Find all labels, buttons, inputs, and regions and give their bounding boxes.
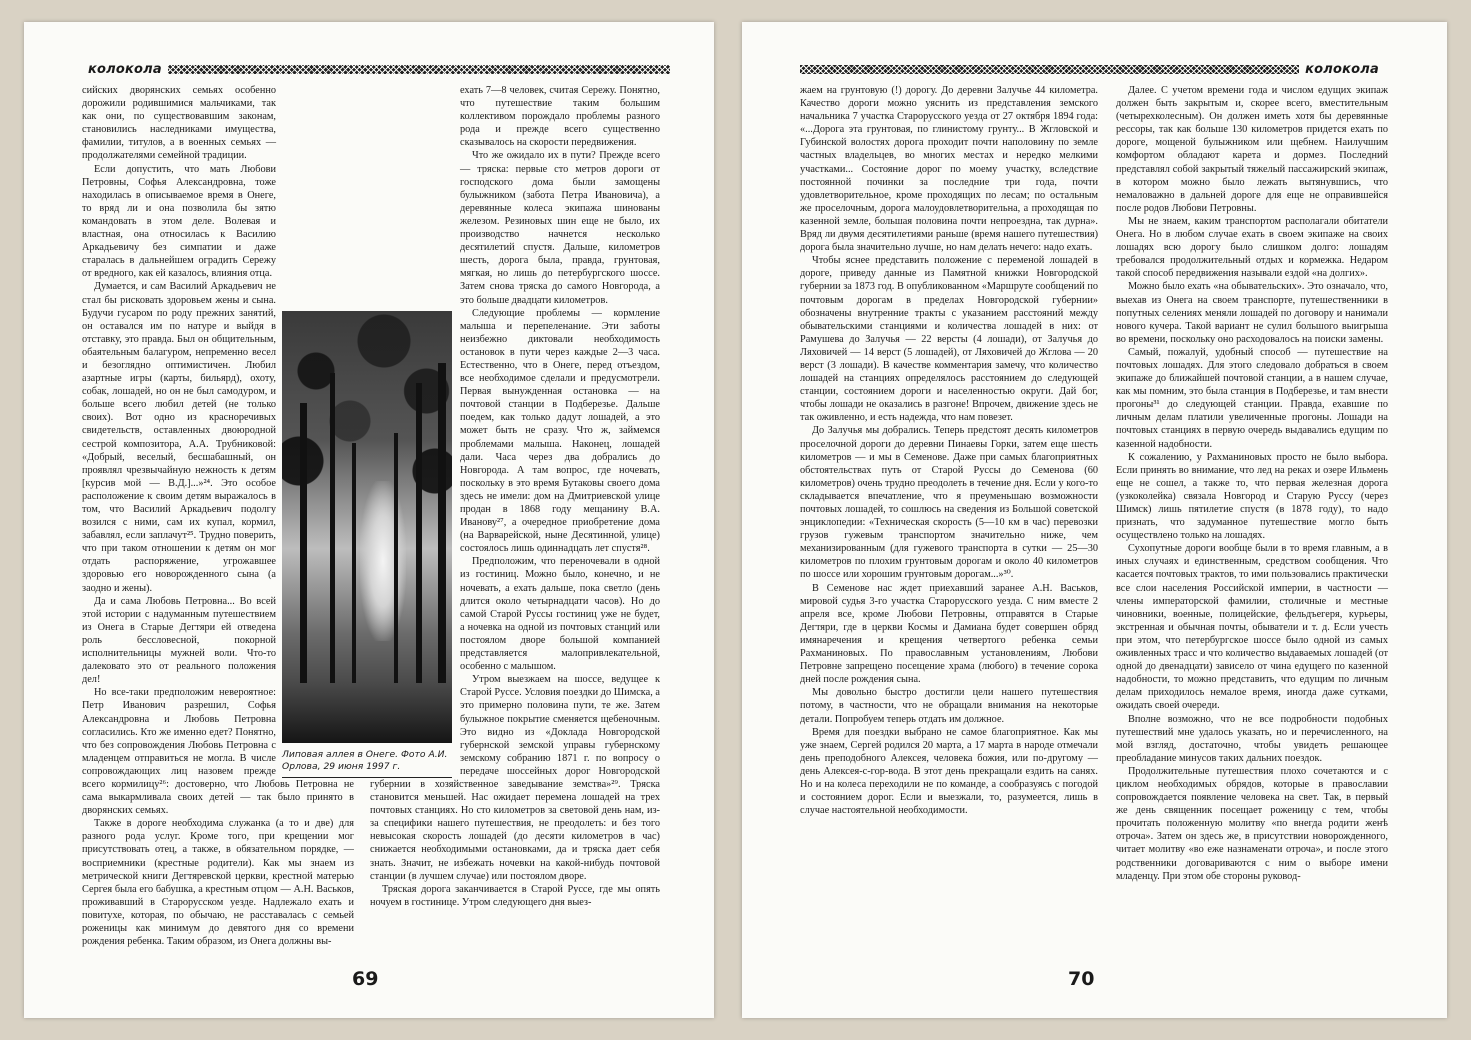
paragraph: Утром выезжаем на шоссе, ведущее к Старой Руссе. Условия поездки до Шимска, а это примерно половина пути, те же. Затем булыжное покрытие сменяется щебеночным. Это видно из «Доклада Новгородской губернской земской управы губернскому земскому собранию 1871 г. по вопросу о передаче шоссейных дорог Новгородской губернии в хозяйственное заведывание земства»²⁹. Тряска становится меньшей. Нас ожидает перемена лошадей на трех почтовых станциях. Но сто километров за световой день нам, из-за специфики нашего путешествия, не преодолеть: и без того невысокая скорость лошадей (до десяти километров в час) снижается необходимыми остановками, да и тряска дает себя знать. Значит, не избежать ночевки на какой-нибудь почтовой станции (в лучшем случае) или постоялом дворе. (370, 674, 660, 882)
figure-caption: Липовая аллея в Онеге. Фото А.И. Орлова, 29 июня 1997 г. (282, 749, 452, 778)
page-number: 70 (1068, 968, 1095, 990)
right-column-1 (800, 84, 1098, 956)
photo-tree-trunk (416, 383, 422, 703)
photo-canopy (282, 311, 452, 511)
paragraph: В Семенове нас ждет приехавший заранее А.Н. Васьков, мировой судья 3-го участка Старорусского уезда. С ним вместе 2 апреля все, кроме Любови Петровны, отправятся в Старые Дегтяри, где в церкви Космы и Дамиана будет совершен обряд имянаречения и крещения четвертого ребенка семьи Рахманиновых. По православным установлениям, Любови Петровне запрещено посещение храма (любого) в течение сорока дней после рождения сына. (800, 582, 1098, 686)
paragraph: Вполне возможно, что не все подробности подобных путешествий мне удалось указать, но и перечисленного, на мой взгляд, достаточно, чтобы увидеть решающее преобладание минусов таких дальних поездок. (1116, 713, 1388, 764)
photo-ground (282, 683, 452, 743)
paragraph: Мы не знаем, каким транспортом располагали обитатели Онега. Но в любом случае ехать в своем экипаже на своих лошадях всю дорогу было слишком долго: лошадям требовался продолжительный отдых и кормежка. Недаром такой способ передвижения называли ездой «на долгих». (1116, 215, 1388, 280)
paragraph: К сожалению, у Рахманиновых просто не было выбора. Если принять во внимание, что лед на реках и озере Ильмень еще не сошел, а также то, что первая железная дорога (узкоколейка) связала Новгород и Старую Руссу (через Шимск) лишь пятилетие спустя (в 1878 году), то надо признать, что задуманное путешествие могло быть осуществлено только на лошадях. (1116, 451, 1388, 542)
paragraph: Следующие проблемы — кормление малыша и перепеленание. Эти заботы неизбежно диктовали необходимость остановок в пути через каждые 2—3 часа. Естественно, что в Онеге, перед отъездом, все необходимое сделали и предусмотрели. Первая вынужденная остановка — на почтовой станции в Подберезье. Дальше поедем, как только дадут лошадей, а это может быть не сразу. Что ж, займемся проблемами малыша. Наконец, лошадей дали. Часа через два добрались до Новгорода. А там вопрос, где ночевать, поскольку в это время Бутаковы своего дома здесь не имели: дом на Дмитриевской улице продан в 1868 году мещанину В.А. Иванову²⁷, а очередное приобретение дома (на Варварейской, ныне Десятинной, улице) состоялось лишь одиннадцать лет спустя²⁸. (460, 307, 660, 555)
photo-tree-trunk (438, 363, 446, 703)
photo-tree-trunk (300, 403, 307, 703)
left-page-header (82, 62, 670, 76)
right-page-header (800, 62, 1385, 76)
left-page (24, 22, 714, 1018)
paragraph-text: Думается, и сам Василий Аркадьевич не стал бы рисковать здоровьем жены и сына. Будучи гусаром по роду прежних занятий, он оставался им по натуре и выйдя в отставку, это правда. Был он общительным, обаятельным балагуром, непременно весел и безоглядно оптимистичен. Любил азартные игры (карты, бильярд), охоту, собак, лошадей, но он не был самодуром, и больше всего любил детей (не только своих). Вот одно из красноречивых свидетельств, оставленных двоюродной сестрой композитора, А.А. Трубниковой: «Добрый, веселый, бесшабашный, он проявлял чрезвычайную нежность к детям [курсив мой — В.Д.]...»²⁴. Это особое расположение к своим детям выражалось в том, что Василий Аркадьевич подолгу возился с ними, сам их купал, кормил, забавлял, если заплачут²⁵. Трудно поверить, что при таком отношении к детям он мог отдать распоряжение, угрожавшее здоровью его новорожденного сына (а заодно и жены). (82, 281, 276, 594)
photo-figure (282, 311, 452, 778)
paragraph: Время для поездки выбрано не самое благоприятное. Как мы уже знаем, Сергей родился 20 марта, а 17 марта в народе отмечали день преподобного Алексея, человека божия, или по-другому — день Алексея-с-гор-вода. В этот день прекращали ездить на санях. Но и на колеса переходили не по команде, а сообразуясь с погодой и состоянием дорог. Если и выезжали, то, разумеется, лишь в случае настоятельной необходимости. (800, 726, 1098, 817)
header-ornament (800, 65, 1299, 74)
paragraph: Самый, пожалуй, удобный способ — путешествие на почтовых лошадях. Для этого следовало добраться в своем экипаже до ближайшей почтовой станции, а в нашем случае, как мы помним, это была станция в Подберезье, и там внести прогоны³¹ до следующей станции. Правда, ехавшие по личным делам платили увеличенные прогоны. Лошади на почтовых станциях в первую очередь выдавались едущим по казенной надобности. (1116, 346, 1388, 450)
linden-alley-photo (282, 311, 452, 743)
paragraph: Что же ожидало их в пути? Прежде всего — тряска: первые сто метров дороги от господского дома были замощены булыжником (забота Петра Ивановича), а деревянные колеса экипажа шинованы железом. Резиновых шин еще не было, их производство начнется несколько десятилетий спустя. Дальше, километров шесть, дорога была, правда, грунтовая, мягкая, но лишь до петербургского шоссе. Затем снова тряска до самого Новгорода, а это больше двадцати километров. (460, 150, 660, 306)
paragraph: Чтобы яснее представить положение с переменой лошадей в дороге, приведу данные из Памятной книжки Новгородской губернии за 1873 год. В опубликованном «Маршруте сообщений по почтовым дорогам в пределах Новгородской губернии» обозначены внутренние тракты с указанием расстояний между обывательскими станциями и количества лошадей в них: от Рамушева до Залучья — 22 версты (4 лошади), от Залучья до Ляховичей — 14 верст (5 лошадей), от Ляховичей до Жглова — 20 верст (3 лошади). В качестве комментария замечу, что количество лошадей на станциях определялось расстоянием до следующей станции, состоянием дороги и населенностью округи. Дай бог, чтобы лошади не оказались в разгоне! Впрочем, движение здесь не так оживленно, и есть надежда, что нам повезет. (800, 255, 1098, 424)
paragraph: сийских дворянских семьях особенно дорожили родившимися мальчиками, так как они, по существовавшим законам, становились наследниками имущества, фамилии, титулов, а в военных семьях — продолжателями семейной традиции. (82, 85, 276, 162)
paragraph: Да и сама Любовь Петровна... Во всей этой истории с надуманным путешествием из Онега в Старые Дегтяри ей отведена роль бессловесной, покорной исполнительницы мужней воли. Что-то далековато это от реального положения дел! (82, 595, 276, 686)
photo-tree-trunk (330, 373, 335, 703)
magazine-logo: колокола (88, 61, 162, 77)
paragraph: Можно было ехать «на обывательских». Это означало, что, выехав из Онега на своем транспорте, путешественники в попутных селениях меняли лошадей по договору и нанимали нового кучера. Такой вариант не сулил большого выигрыша во времени, поскольку оно расходовалось на поиски замены. (1116, 281, 1388, 345)
photo-tree-trunk (352, 443, 356, 703)
paragraph: ехать 7—8 человек, считая Сережу. Понятно, что путешествие таким большим коллективом порождало проблемы разного рода и прежде всего существенно сказывалось на скорости передвижения. (460, 85, 660, 149)
right-column-2 (1116, 84, 1388, 956)
paragraph: Продолжительные путешествия плохо сочетаются и с циклом необходимых обрядов, которые в православии сопровождается появление человека на свет. Так, в первый же день священник посещает роженицу с тем, чтобы прочитать положенную молитву «по внегда родити женѣ отроча». Затем он здесь же, в присутствии новорожденного, читает молитву «во еже назнаменати отроча», и после этого родственники договариваются с ним о выборе имени младенцу. При этом обе стороны руковод- (1116, 765, 1388, 882)
paragraph: Также в дороге необходима служанка (а то и две) для разного рода услуг. Кроме того, при крещении мог присутствовать отец, а также, в обязательном порядке, — восприемники (крестные родители). Как мы знаем из метрической книги Дегтяревской церкви, крестной матерью Сергея была его бабушка, а крестным отцом — А.Н. Васьков, проживавший в Старорусском уезде. Надлежало ехать и повитухе, которая, по обычаю, не расставалась с семьей роженицы как минимум до девятого дня со времени рождения ребенка. Таким образом, из Онега должны вы- (82, 818, 354, 948)
paragraph: жаем на грунтовую (!) дорогу. До деревни Залучье 44 километра. Качество дороги можно уяснить из представления земского начальника 7 участка Старорусского уезда от 27 октября 1894 года: «...Дорога эта грунтовая, по глинистому грунту... В Жгловской и Губинской волостях дорога проходит почти наполовину по земле частных владельцев, во многих местах и нередко мелкими участками... Состояние дорог по моему участку, вследствие постоянной починки за последние три года, почти удовлетворительное, кроме проходящих по лесам; по остальным же проселочным, дорога малоудовлетворительна, а проходящая по казенной земле, большая половина почти непроездна, так дурна». Вряд ли двумя десятилетиями раньше (время нашего путешествия) дорога была значительно лучше, но нам делать нечего: надо ехать. (800, 85, 1098, 254)
magazine-logo: колокола (1305, 61, 1379, 77)
paragraph: До Залучья мы добрались. Теперь предстоят десять километров проселочной дороги до деревни Пинаевы Горки, затем еще шесть километров — и мы в Семенове. Даже при самых благоприятных обстоятельствах путь от Старой Руссы до Семенова (60 километров) очень трудно преодолеть в течение дня. Если у кого-то складывается впечатление, что я преуменьшаю возможности почтовых лошадей, то сошлюсь на сведения из Большой советской энциклопедии: «Техническая скорость (5—10 км в час) перевозки грузов гужевым транспортом значительно ниже, чем механизированным (для гужевого транспорта в сутки — 25—30 километров по плохим грунтовым дорогам и около 40 километров по шоссе или хорошим грунтовым дорогам...»³⁰. (800, 425, 1098, 581)
paragraph: Тряская дорога заканчивается в Старой Руссе, где мы опять ночуем в гостинице. Утром следующего дня выез- (370, 883, 660, 908)
paragraph: Если допустить, что мать Любови Петровны, Софья Александровна, тоже находилась в описываемое время в Онеге, то вряд ли и она позволила бы зятю командовать в этом деле. Волевая и властная, она относилась к Василию Аркадьевичу без симпатии и даже старалась в дальнейшем оградить Сережу от вредного, как ей казалось, влияния отца. (82, 163, 276, 280)
page-number: 69 (352, 968, 379, 990)
paragraph: Предположим, что переночевали в одной из гостиниц. Можно было, конечно, и не ночевать, а ехать дальше, пока светло (день длится около четырнадцати часов). Но до самой Старой Руссы гостиниц уже не будет, а ночевка на одной из почтовых станций или постоялом дворе большой компанией представляется малопривлекательной, особенно с малышом. (460, 556, 660, 673)
header-ornament (168, 65, 670, 74)
photo-tree-trunk (394, 433, 398, 703)
paragraph: Но все-таки предположим невероятное: Петр Иванович разрешил, Софья Александровна и Любовь Петровна согласились. Кто же именно едет? Понятно, что без сопровождения Любовь Петровна с младенцем отправиться не могла. В числе сопровождающих лиц назовем прежде всего кормилицу²⁶: достоверно, что Любовь Петровна не сама выкармливала своих детей — так было принято в дворянских семьях. (82, 687, 354, 817)
paragraph: Мы довольно быстро достигли цели нашего путешествия потому, в частности, что не обращали внимания на некоторые детали. Попробуем теперь отдать им должное. (800, 687, 1098, 725)
right-page (742, 22, 1447, 1018)
paragraph: Далее. С учетом времени года и числом едущих экипаж должен быть закрытым и, скорее всего, вместительным (четырехколесным). Он должен иметь хотя бы деревянные рессоры, так как больше 130 километров придется ехать по дороге, мощеной булыжником или щебнем. Наилучшим комфортом обладают карета и дормез. Последний представлял собой закрытый тяжелый пассажирский экипаж, в котором можно было лежать вытянувшись, что немаловажно в дальней дороге для еще не оправившейся после родов Любови Петровны. (1116, 85, 1388, 214)
paragraph: Сухопутные дороги вообще были в то время главным, а в иных случаях и единственным, средством сообщения. Что касается почтовых трактов, то ими пользовались практически все слои населения Российской империи, в частности — члены императорской фамилии, столичные и местные чиновники, военные, полицейские, фельдъегеря, курьеры, экстренная и обычная почты, обыватели и т. д. Если учесть при этом, что петербургское шоссе было одной из самых оживленных трасс и что количество выдаваемых лошадей (от одной до двенадцати) зависело от чина едущего по казенной надобности, то можно представить, что едущим по личным делам приходилось немалое время, иногда даже сутками, ожидать своей очереди. (1116, 543, 1388, 712)
